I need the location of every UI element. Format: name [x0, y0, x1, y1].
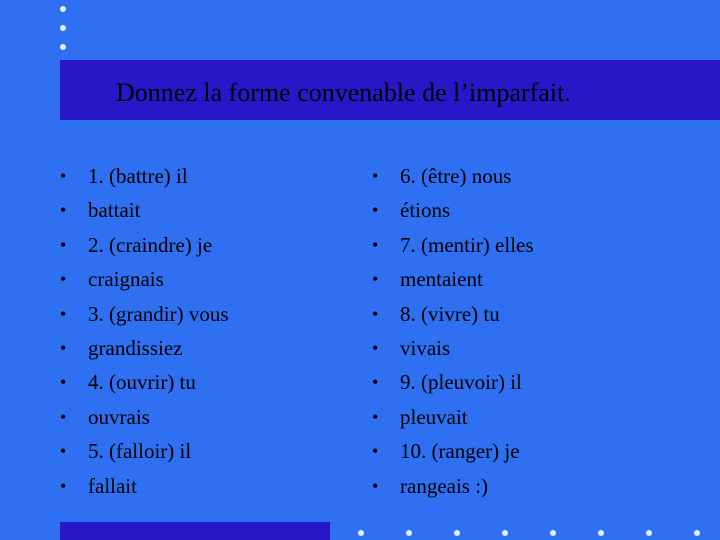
list-item-text: fallait	[88, 473, 137, 498]
list-item-text: 5. (falloir) il	[88, 439, 192, 464]
list-item	[60, 331, 229, 365]
list-item-text: 4. (ouvrir) tu	[88, 370, 196, 395]
dot	[646, 530, 652, 536]
list-item	[372, 400, 534, 434]
dot	[358, 530, 364, 536]
dot	[60, 25, 66, 31]
bullet-icon: •	[372, 166, 379, 186]
bullet-icon: •	[372, 372, 379, 393]
list-item	[60, 159, 229, 193]
list-item-text: grandissiez	[88, 336, 183, 361]
list-item-text: étions	[400, 198, 451, 223]
list-item	[372, 159, 534, 193]
list-item	[372, 228, 534, 262]
list-item	[372, 331, 534, 365]
list-item-text: rangeais :)	[400, 473, 489, 498]
list-item-text: 3. (grandir) vous	[88, 301, 229, 326]
bullet-icon: •	[372, 475, 379, 496]
list-item-text: 10. (ranger) je	[400, 439, 520, 464]
left-bullet-list	[60, 159, 229, 503]
bullet-icon: •	[372, 234, 379, 255]
list-item	[372, 297, 534, 331]
bullet-icon: •	[372, 441, 379, 462]
list-item	[60, 400, 229, 434]
bullet-icon: •	[60, 406, 67, 427]
list-item	[60, 434, 229, 468]
bullet-icon: •	[60, 475, 67, 496]
list-item-text: 8. (vivre) tu	[400, 301, 500, 326]
list-item-text: 1. (battre) il	[88, 164, 188, 188]
bullet-icon: •	[60, 441, 67, 462]
list-item-text: 2. (craindre) je	[88, 232, 213, 257]
list-item	[372, 262, 534, 296]
list-item	[60, 193, 229, 227]
list-item-text: craignais	[88, 267, 164, 292]
bullet-icon: •	[372, 338, 379, 359]
list-item	[60, 469, 229, 503]
list-item	[60, 297, 229, 331]
bullet-icon: •	[60, 166, 67, 186]
dot	[694, 530, 700, 536]
bullet-icon: •	[372, 200, 379, 221]
list-item-text: vivais	[400, 336, 451, 361]
list-item	[372, 469, 534, 503]
dot	[454, 530, 460, 536]
list-item	[372, 434, 534, 468]
right-bullet-list	[372, 159, 534, 503]
list-item-text: mentaient	[400, 267, 483, 292]
dot	[502, 530, 508, 536]
list-item	[60, 228, 229, 262]
dot	[60, 44, 66, 50]
list-item	[60, 262, 229, 296]
list-item-text: battait	[88, 198, 141, 223]
bullet-icon: •	[372, 406, 379, 427]
bullet-icon: •	[60, 200, 67, 221]
list-item	[60, 365, 229, 399]
dot	[406, 530, 412, 536]
list-item	[372, 365, 534, 399]
decorative-dots-bottom	[0, 530, 720, 540]
bullet-icon: •	[60, 372, 67, 393]
bullet-icon: •	[60, 303, 67, 324]
bullet-icon: •	[60, 338, 67, 359]
bullet-icon: •	[60, 269, 67, 290]
list-item-text: 7. (mentir) elles	[400, 232, 534, 257]
slide-title: Donnez la forme convenable de l’imparfait.	[116, 78, 571, 107]
dot	[598, 530, 604, 536]
list-item-text: 9. (pleuvoir) il	[400, 370, 522, 395]
list-item-text: pleuvait	[400, 404, 468, 429]
bullet-icon: •	[60, 234, 67, 255]
bullet-icon: •	[372, 303, 379, 324]
list-item-text: 6. (être) nous	[400, 164, 512, 188]
list-item	[372, 193, 534, 227]
dot	[60, 6, 66, 12]
bullet-icon: •	[372, 269, 379, 290]
list-item-text: ouvrais	[88, 404, 150, 429]
dot	[550, 530, 556, 536]
